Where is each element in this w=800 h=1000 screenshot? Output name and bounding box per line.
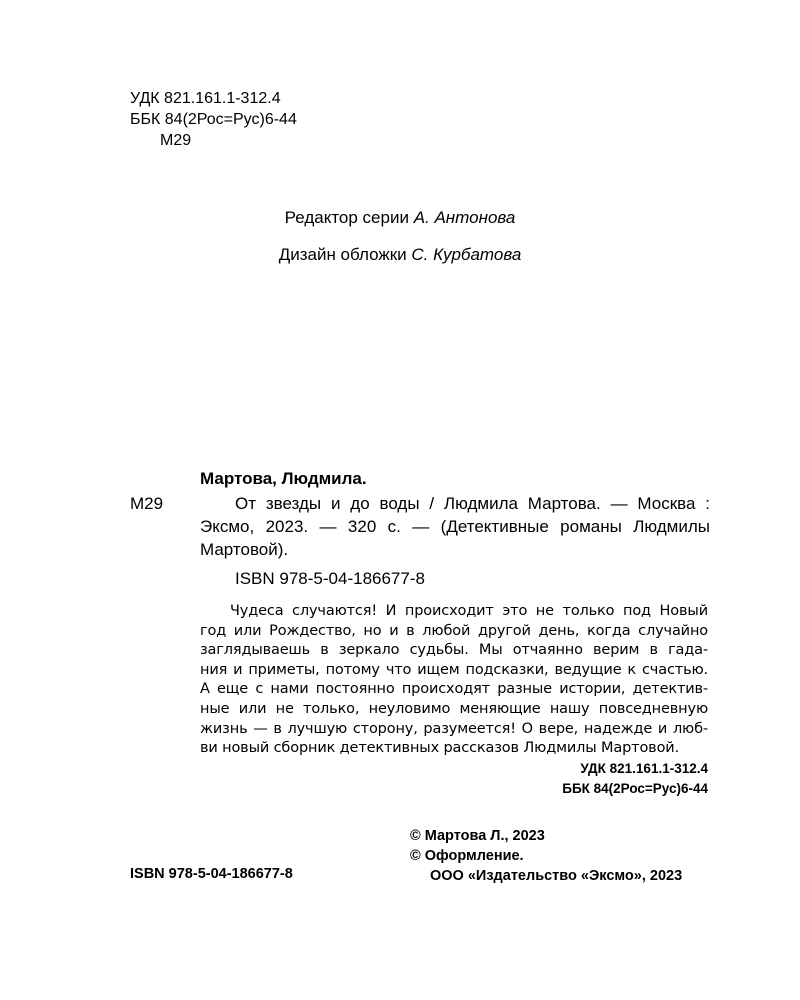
annotation-line: жизнь — в лучшую сторону, разумеется! О вере, надежде и люб- xyxy=(200,720,708,737)
annotation-line: год или Рождество, но и в любой другой день, когда случайно xyxy=(200,622,708,639)
bbk-code: ББК 84(2Рос=Рус)6-44 xyxy=(130,111,297,128)
annotation-line: А еще с нами постоянно происходят разные истории, детектив- xyxy=(200,681,708,698)
author-heading: Мартова, Людмила. xyxy=(200,469,367,488)
cover-label: Дизайн обложки xyxy=(278,245,407,264)
header-codes xyxy=(130,88,297,151)
copyright-design: © Оформление. xyxy=(410,848,524,864)
copyright-block xyxy=(410,826,682,886)
footer-udk-code: УДК 821.161.1-312.4 xyxy=(580,761,708,776)
annotation xyxy=(200,602,708,759)
bottom-isbn: ISBN 978-5-04-186677-8 xyxy=(130,866,293,882)
copyright-publisher: ООО «Издательство «Эксмо», 2023 xyxy=(430,868,683,884)
bibliographic-record xyxy=(200,492,710,561)
series-editor-credit xyxy=(0,208,800,228)
cover-design-credit xyxy=(0,245,800,265)
udk-code: УДК 821.161.1-312.4 xyxy=(130,90,281,107)
catalog-code: М29 xyxy=(130,494,164,513)
isbn-entry: ISBN 978-5-04-186677-8 xyxy=(235,569,425,588)
annotation-line: ви новый сборник детективных рассказов Людмилы Мартовой. xyxy=(200,740,680,757)
annotation-line: заглядываешь в зеркало судьбы. Мы отчаянно верим в гада- xyxy=(200,642,708,659)
author-mark: М29 xyxy=(160,132,192,149)
editor-name: А. Антонова xyxy=(413,208,516,227)
annotation-line: ные или не только, неуловимо меняющие нашу повседневную xyxy=(200,700,708,717)
annotation-line: ния и приметы, потому что ищем подсказки, ведущие к счастью. xyxy=(200,661,708,678)
annotation-line: Чудеса случаются! И происходит это не только под Новый xyxy=(230,603,708,619)
editor-label: Редактор серии xyxy=(284,208,409,227)
cover-designer-name: С. Курбатова xyxy=(411,245,522,264)
copyright-author: © Мартова Л., 2023 xyxy=(410,828,545,844)
bibliographic-text: От звезды и до воды / Людмила Мартова. — Москва : Эксмо, 2023. — 320 с. — (Детективные романы Людмилы Мартовой). xyxy=(200,494,710,559)
footer-bbk-code: ББК 84(2Рос=Рус)6-44 xyxy=(562,781,708,796)
footer-codes xyxy=(400,759,708,799)
